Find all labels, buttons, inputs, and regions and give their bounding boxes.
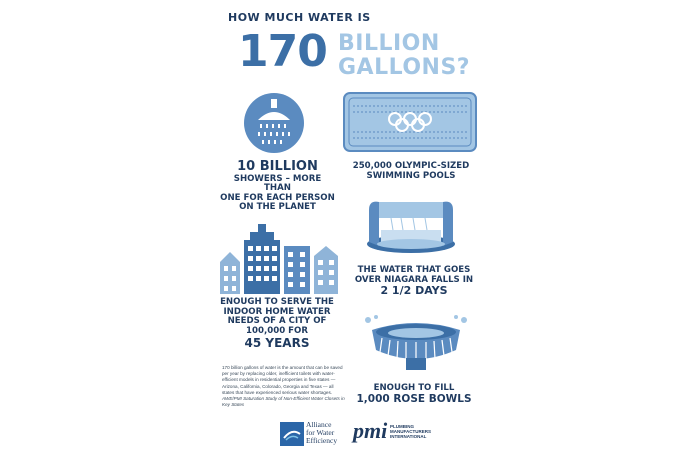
pools-line1: 250,000 OLYMPIC-SIZED bbox=[352, 161, 470, 171]
niagara-line1: THE WATER THAT GOES bbox=[357, 265, 471, 275]
niagara-line3: 2 1/2 DAYS bbox=[380, 284, 448, 298]
header-unit-line2: GALLONS? bbox=[338, 55, 471, 80]
awe-line2: for Water bbox=[306, 427, 335, 437]
rosebowl-line1: ENOUGH TO FILL bbox=[373, 383, 455, 393]
header-unit-line1: BILLION bbox=[338, 31, 440, 56]
alliance-water-efficiency-logo-icon bbox=[280, 422, 304, 446]
rosebowl-line2: 1,000 ROSE BOWLS bbox=[356, 392, 472, 405]
pmi-line2: MANUFACTURERS bbox=[390, 429, 431, 435]
pmi-line3: INTERNATIONAL bbox=[390, 434, 427, 440]
pmi-logo-text bbox=[390, 424, 431, 440]
city-line5: 45 YEARS bbox=[244, 335, 310, 350]
awe-logo-text bbox=[306, 421, 337, 445]
stadium-icon bbox=[360, 314, 472, 374]
infographic-poster bbox=[210, 0, 490, 458]
showers-line2: SHOWERS – MORE THAN bbox=[233, 173, 322, 194]
pools-caption bbox=[343, 162, 479, 181]
shower-icon bbox=[238, 92, 310, 154]
footnote-body: 170 billion gallons of water is the amount that can be saved per year by replacing older, inefficient toilets with water-efficient models in residential properties in five states — Arizona, California, Colorado, Georgia and Texas — all states that have experienced serious water shortages. bbox=[222, 365, 343, 395]
showers-line3: ONE FOR EACH PERSON bbox=[220, 192, 335, 203]
waterfall-icon bbox=[365, 196, 457, 254]
niagara-line2: OVER NIAGARA FALLS IN bbox=[354, 274, 474, 285]
pools-line2: SWIMMING POOLS bbox=[366, 170, 456, 181]
city-line4: 100,000 FOR bbox=[246, 325, 308, 336]
awe-line1: Alliance bbox=[306, 420, 332, 429]
city-buildings-icon bbox=[218, 222, 340, 294]
showers-line4: ON THE PLANET bbox=[239, 202, 316, 213]
rosebowl-caption bbox=[350, 384, 478, 405]
showers-line1: 10 BILLION bbox=[237, 159, 318, 174]
footnote-source: AWE/PMI Saturation Study of Non-Efficient Water Closets in Key States bbox=[222, 395, 345, 408]
header-number: 170 bbox=[238, 26, 327, 77]
footnote bbox=[222, 365, 347, 408]
city-caption bbox=[210, 298, 344, 350]
header-question: HOW MUCH WATER IS bbox=[228, 11, 371, 24]
city-line1: ENOUGH TO SERVE THE bbox=[220, 297, 334, 307]
pmi-logo-mark: pmi bbox=[353, 418, 388, 443]
city-line2: INDOOR HOME WATER bbox=[223, 306, 331, 317]
city-line3: NEEDS OF A CITY OF bbox=[227, 316, 327, 327]
awe-line3: Efficiency bbox=[306, 435, 338, 445]
niagara-caption bbox=[350, 266, 478, 298]
swimming-pool-icon bbox=[343, 92, 477, 152]
pmi-line1: PLUMBING bbox=[390, 424, 414, 429]
showers-caption bbox=[220, 160, 335, 213]
